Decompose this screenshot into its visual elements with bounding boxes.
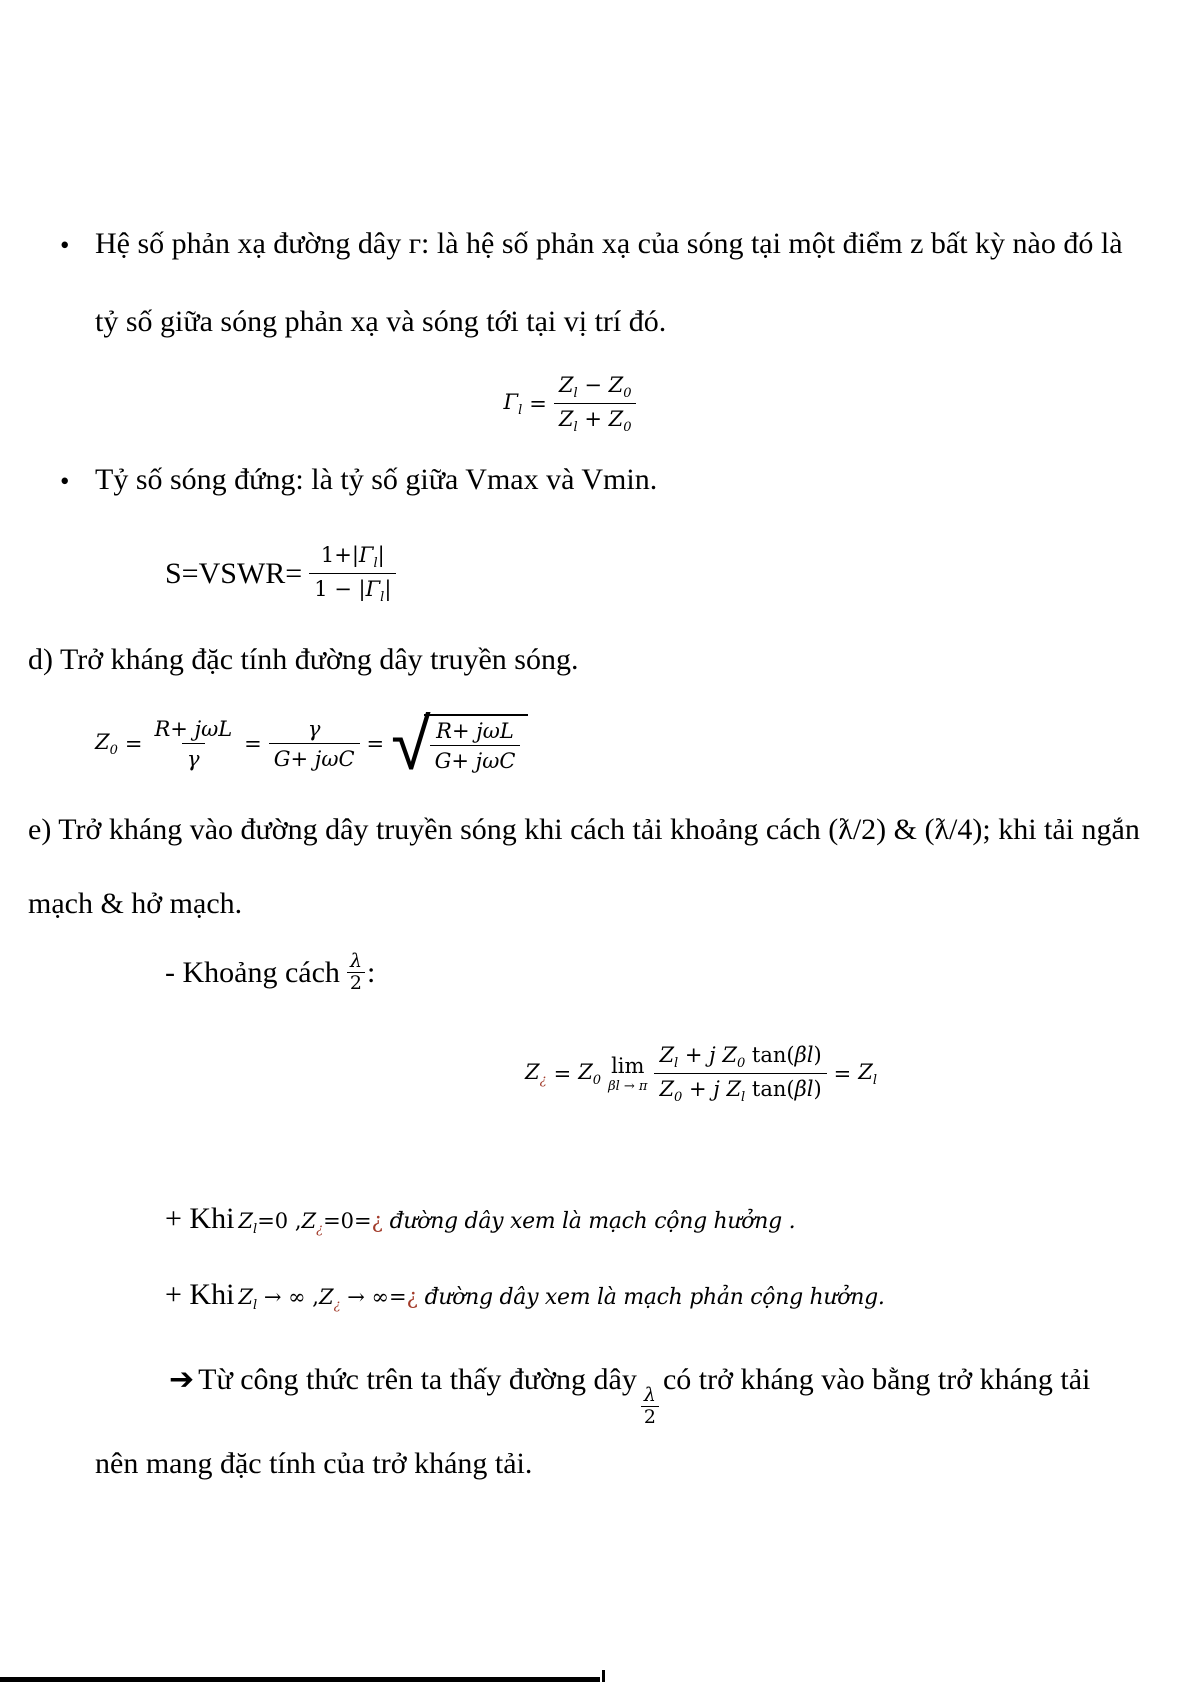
distance-half-wavelength <box>165 952 375 994</box>
formula-input-impedance <box>525 1042 877 1107</box>
bottom-rule <box>0 1677 600 1682</box>
equals-sign: = <box>124 732 143 757</box>
fraction: $\frac{\gamma}{\text{G+ jωC}}$ <box>269 716 360 773</box>
section-e-line2: mạch & hở mạch. <box>28 887 243 920</box>
case-math: $Z_l=0$ $,Z_¿=0=¿$ <box>238 1209 383 1238</box>
case-prefix: + Khi <box>165 1202 235 1235</box>
vswr-prefix: S=VSWR= <box>165 557 303 591</box>
case-open-circuit <box>165 1278 885 1313</box>
case-math: $Z_l$ → ∞ $,Z_¿$ → ∞=¿ <box>238 1285 418 1314</box>
subscript: l <box>518 403 523 419</box>
denominator: $Z_0 + j$ $Z_l$ tan(βl) <box>654 1073 826 1106</box>
error-token: ¿ <box>371 1209 383 1233</box>
fraction: $\frac{\text{R+ jωL}}{\text{G+ jωC}}$ <box>430 718 521 775</box>
denominator: $1 - |\Gamma_l|$ <box>309 573 396 606</box>
formula-characteristic-impedance <box>95 702 528 787</box>
radical-sign: √ <box>391 702 431 787</box>
case-short-circuit <box>165 1202 795 1237</box>
numerator: $1+|\Gamma_l|$ <box>320 543 385 572</box>
fraction <box>309 542 396 607</box>
equals-sign: = <box>244 732 262 757</box>
distance-label: - Khoảng cách <box>165 955 340 989</box>
numerator: $Z_l - Z_0$ <box>558 373 632 402</box>
conclusion-line2: nên mang đặc tính của trở kháng tải. <box>95 1447 533 1480</box>
lambda-over-2-fraction: $\frac{\lambda}{2}$ <box>641 1386 659 1428</box>
denominator: $Z_l + Z_0$ <box>554 403 637 436</box>
section-d-heading: d) Trở kháng đặc tính đường dây truyền sóng. <box>28 643 579 676</box>
case-description: đường dây xem là mạch cộng hưởng . <box>389 1209 796 1234</box>
colon: : <box>367 955 376 989</box>
error-token: ¿ <box>406 1285 418 1309</box>
conclusion-line1 <box>169 1362 1090 1428</box>
equals-sign: = <box>366 732 385 757</box>
fraction <box>654 1042 826 1107</box>
bullet-marker: • <box>60 230 70 260</box>
equals-sign: = <box>553 1062 572 1087</box>
conclusion-text-1a: Từ công thức trên ta thấy đường dây <box>198 1363 637 1396</box>
case-prefix: + Khi <box>165 1278 235 1311</box>
arrow-icon: ➔ <box>169 1362 195 1397</box>
bottom-rule-tick <box>602 1670 605 1682</box>
numerator: $Z_l + j$ $Z_0$ tan(βl) <box>659 1043 822 1072</box>
case-description: đường dây xem là mạch phản cộng hưởng. <box>424 1285 885 1310</box>
bullet2-text: Tỷ số sóng đứng: là tỷ số giữa Vmax và Vmin. <box>95 463 658 496</box>
fraction: $\frac{\text{R+ jωL}}{\gamma}$ <box>154 717 233 772</box>
fraction <box>554 372 637 437</box>
formula-lhs: $Z_¿$ <box>525 1060 547 1089</box>
bullet1-line1: Hệ số phản xạ đường dây г: là hệ số phản xạ của sóng tại một điểm z bất kỳ nào đó là <box>95 227 1123 260</box>
bullet1-line2: tỷ số giữa sóng phản xạ và sóng tới tại vị trí đó. <box>95 305 667 338</box>
error-subscript: ¿ <box>316 1222 324 1238</box>
formula-rhs: $Z_l$ <box>858 1060 878 1089</box>
lambda-over-2-fraction: λ 2 <box>347 952 365 994</box>
limit-block: lim βl → π <box>608 1053 648 1094</box>
equals-sign: = <box>529 392 547 417</box>
equals-sign: = <box>833 1062 852 1087</box>
z0-term: $Z_0$ <box>578 1060 602 1089</box>
error-subscript: ¿ <box>539 1073 547 1089</box>
error-subscript: ¿ <box>333 1298 341 1314</box>
square-root <box>391 702 528 787</box>
formula-lhs: $\Gamma_l$ <box>503 390 523 419</box>
formula-lhs: $Z_0$ <box>95 730 118 759</box>
conclusion-text-1b: có trở kháng vào bằng trở kháng tải <box>662 1363 1091 1396</box>
formula-reflection-coefficient <box>0 372 1140 437</box>
bullet-marker: • <box>60 466 70 496</box>
section-e-line1: e) Trở kháng vào đường dây truyền sóng khi cách tải khoảng cách (ƛ/2) & (ƛ/4); khi tải ngắn <box>28 813 1140 846</box>
formula-vswr <box>165 542 396 607</box>
